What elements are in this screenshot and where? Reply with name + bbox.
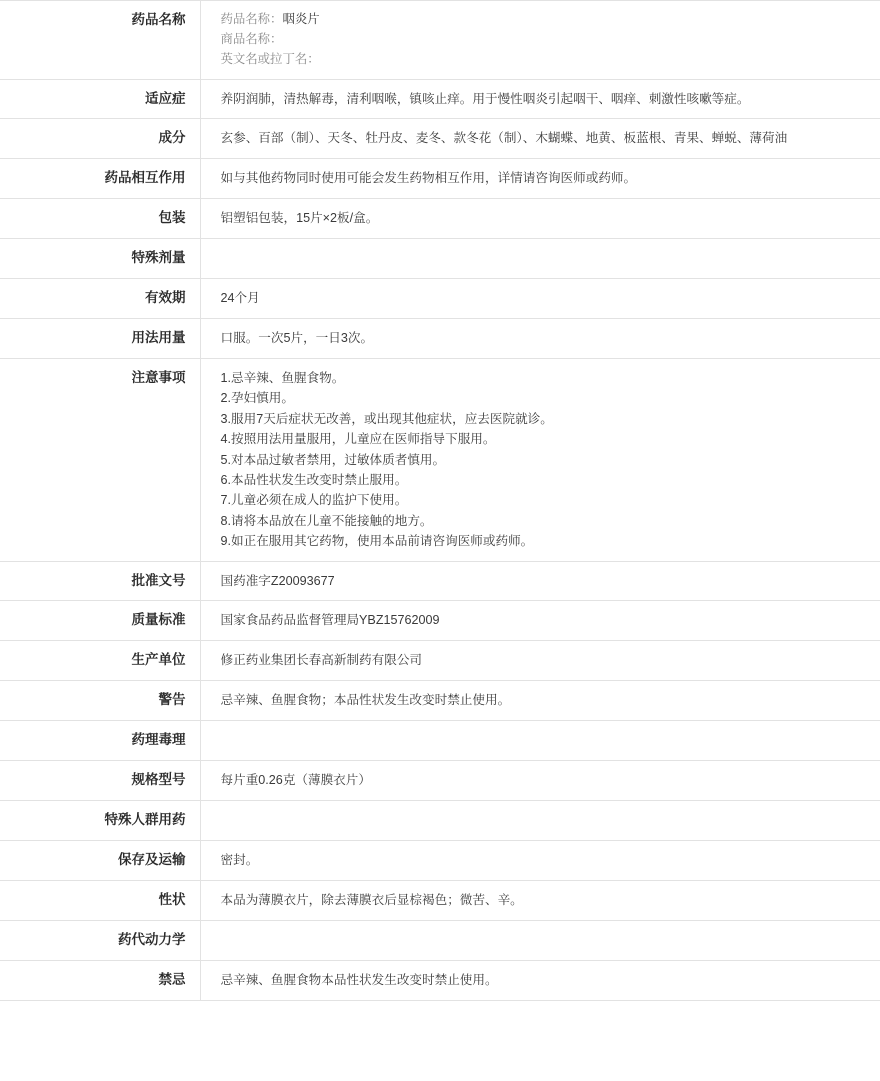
row-label: 批准文号: [0, 561, 200, 601]
row-value-text: 铝塑铝包装，15片×2板/盒。: [220, 211, 379, 226]
row-value-text: 密封。: [220, 852, 259, 867]
row-label: 包装: [0, 199, 200, 239]
table-row: [0, 79, 880, 119]
table-row: [0, 840, 880, 880]
table-row: [0, 239, 880, 279]
table-row: [0, 920, 880, 960]
table-row: [0, 601, 880, 641]
note-item: 8.请将本品放在儿童不能接触的地方。: [220, 513, 433, 528]
table-row: [0, 319, 880, 359]
row-value: [200, 880, 880, 920]
name-line: [221, 50, 871, 70]
note-item: 9.如正在服用其它药物，使用本品前请咨询医师或药师。: [220, 534, 534, 549]
row-value-text: 本品为薄膜衣片，除去薄膜衣后显棕褐色；微苦、辛。: [220, 892, 523, 907]
row-value-text: 国家食品药品监督管理局YBZ15762009: [220, 613, 440, 628]
row-value: [200, 119, 880, 159]
row-label: 特殊剂量: [0, 239, 200, 279]
table-row: [0, 1, 880, 80]
row-value-text: 如与其他药物同时使用可能会发生药物相互作用，详情请咨询医师或药师。: [220, 171, 637, 186]
row-label: 注意事项: [0, 358, 200, 561]
table-row: [0, 761, 880, 801]
table-row: [0, 358, 880, 561]
name-line-value: 咽炎片: [282, 12, 320, 26]
row-value: [200, 159, 880, 199]
row-label: 药品名称: [0, 1, 200, 80]
row-label: 规格型号: [0, 761, 200, 801]
row-value: [200, 721, 880, 761]
row-label: 成分: [0, 119, 200, 159]
note-item: 1.忌辛辣、鱼腥食物。: [220, 370, 345, 385]
name-line: [221, 10, 871, 30]
row-label: 药代动力学: [0, 920, 200, 960]
table-row: [0, 960, 880, 1000]
table-row: [0, 721, 880, 761]
note-item: 4.按照用法用量服用，儿童应在医师指导下服用。: [220, 432, 496, 447]
row-value: [200, 561, 880, 601]
table-row: [0, 880, 880, 920]
row-value: [200, 960, 880, 1000]
row-label: 药理毒理: [0, 721, 200, 761]
row-value: [200, 601, 880, 641]
row-value-text: 国药准字Z20093677: [220, 573, 335, 588]
table-row: [0, 199, 880, 239]
table-row: [0, 279, 880, 319]
row-label: 保存及运输: [0, 840, 200, 880]
row-value: [200, 1, 880, 80]
row-value: [200, 319, 880, 359]
row-value-text: 修正药业集团长春高新制药有限公司: [220, 653, 422, 668]
row-value-text: 忌辛辣、鱼腥食物本品性状发生改变时禁止使用。: [220, 972, 498, 987]
row-value: [200, 840, 880, 880]
row-value-text: 养阴润肺，清热解毒，清利咽喉，镇咳止痒。用于慢性咽炎引起咽干、咽痒、刺激性咳嗽等症。: [220, 91, 750, 106]
table-row: [0, 159, 880, 199]
row-value-text: 每片重0.26克（薄膜衣片）: [220, 773, 371, 788]
note-item: 5.对本品过敏者禁用，过敏体质者慎用。: [220, 452, 446, 467]
row-label: 警告: [0, 681, 200, 721]
row-label: 禁忌: [0, 960, 200, 1000]
row-label: 质量标准: [0, 601, 200, 641]
row-value: [200, 199, 880, 239]
row-label: 特殊人群用药: [0, 801, 200, 841]
name-line-label: 商品名称：: [220, 31, 283, 46]
table-row: [0, 561, 880, 601]
row-value-text: 玄参、百部（制）、天冬、牡丹皮、麦冬、款冬花（制）、木蝴蝶、地黄、板蓝根、青果、蝉蜕、薄荷油: [220, 131, 788, 146]
table-row: [0, 641, 880, 681]
table-row: [0, 801, 880, 841]
note-item: 3.服用7天后症状无改善，或出现其他症状，应去医院就诊。: [220, 411, 553, 426]
row-label: 适应症: [0, 79, 200, 119]
name-line-label: 药品名称：: [220, 12, 283, 26]
table-row: [0, 681, 880, 721]
row-label: 生产单位: [0, 641, 200, 681]
row-label: 药品相互作用: [0, 159, 200, 199]
row-value-text: 口服。一次5片，一日3次。: [220, 331, 374, 346]
name-line-label: 英文名或拉丁名：: [220, 51, 320, 66]
row-value: [200, 79, 880, 119]
note-item: 7.儿童必须在成人的监护下使用。: [220, 493, 408, 508]
row-value-text: 24个月: [220, 291, 260, 306]
page-bottom-spacer: [0, 1001, 880, 1081]
row-value: [200, 920, 880, 960]
row-value: [200, 761, 880, 801]
row-value-text: 忌辛辣、鱼腥食物；本品性状发生改变时禁止使用。: [220, 693, 511, 708]
row-value: [200, 681, 880, 721]
row-label: 有效期: [0, 279, 200, 319]
row-label: 性状: [0, 880, 200, 920]
drug-info-table-body: [0, 1, 880, 1001]
note-item: 2.孕妇慎用。: [220, 391, 294, 406]
row-value: [200, 239, 880, 279]
row-label: 用法用量: [0, 319, 200, 359]
row-value: [200, 641, 880, 681]
table-row: [0, 119, 880, 159]
row-value: [200, 801, 880, 841]
name-line: [221, 30, 871, 50]
row-value: [200, 279, 880, 319]
row-value: [200, 358, 880, 561]
note-item: 6.本品性状发生改变时禁止服用。: [220, 472, 408, 487]
